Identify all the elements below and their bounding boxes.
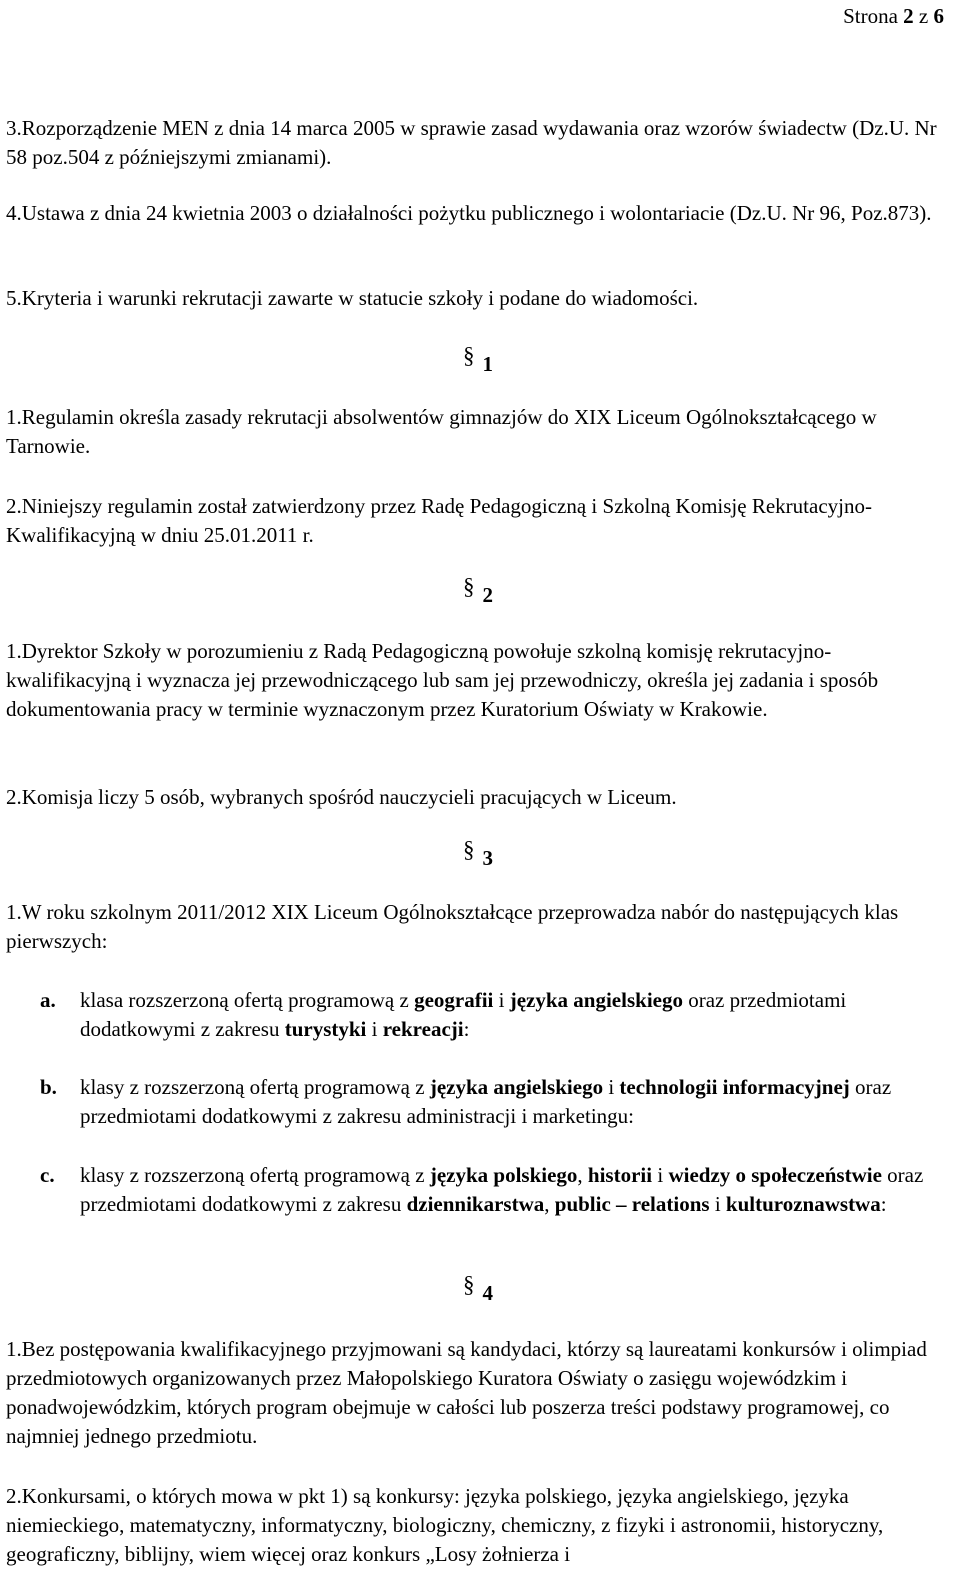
- intro-item-3: 3.Rozporządzenie MEN z dnia 14 marca 2005 w sprawie zasad wydawania oraz wzorów świadectw (Dz.U. Nr 58 poz.504 z późniejszymi zmianami).: [6, 116, 937, 169]
- section-heading-4: § 4: [463, 1272, 493, 1305]
- class-option-b: [40, 1073, 952, 1131]
- class-option-c: [40, 1161, 952, 1219]
- s1-paragraph-2: 2.Niniejszy regulamin został zatwierdzony przez Radę Pedagogiczną i Szkolną Komisję Rekrutacyjno-Kwalifikacyjną w dniu 25.01.2011 r.: [6, 494, 872, 547]
- list-letter: c.: [40, 1163, 55, 1187]
- s2-paragraph-1: 1.Dyrektor Szkoły w porozumieniu z Radą Pedagogiczną powołuje szkolną komisję rekrutacyjno-kwalifikacyjną i wyznacza jej przewodniczącego lub sam jej przewodniczy, określa jej zadania i sposób dokumentowania pracy w terminie wyznaczonym przez Kuratorium Oświaty w Krakowie.: [6, 639, 879, 721]
- list-letter: a.: [40, 988, 56, 1012]
- s4-paragraph-2: 2.Konkursami, o których mowa w pkt 1) są konkursy: języka polskiego, języka angielskiego, języka niemieckiego, matematyczny, informatyczny, biologiczny, chemiczny, z fizyki i astronomii, historyczny, geograficzny, biblijny, wiem więcej oraz konkurs „Losy żołnierza i: [6, 1484, 884, 1566]
- class-option-a: [40, 986, 952, 1044]
- list-letter: b.: [40, 1075, 57, 1099]
- s2-paragraph-2: 2.Komisja liczy 5 osób, wybranych spośród nauczycieli pracujących w Liceum.: [6, 785, 677, 809]
- section-heading-1: § 1: [463, 343, 493, 376]
- intro-item-4: 4.Ustawa z dnia 24 kwietnia 2003 o działalności pożytku publicznego i wolontariacie (Dz.U. Nr 96, Poz.873).: [6, 201, 932, 225]
- list-text: klasa rozszerzoną ofertą programową z geografii i języka angielskiego oraz przedmiotami dodatkowymi z zakresu turystyki i rekreacji:: [80, 988, 847, 1041]
- section-heading-2: § 2: [463, 574, 493, 607]
- list-text: klasy z rozszerzoną ofertą programową z języka polskiego, historii i wiedzy o społeczeństwie oraz przedmiotami dodatkowymi z zakresu dziennikarstwa, public – relations i kulturoznawstwa:: [80, 1163, 924, 1216]
- list-text: klasy z rozszerzoną ofertą programową z języka angielskiego i technologii informacyjnej oraz przedmiotami dodatkowymi z zakresu administracji i marketingu:: [80, 1075, 892, 1128]
- section-heading-3: § 3: [463, 837, 493, 870]
- intro-item-5: 5.Kryteria i warunki rekrutacji zawarte w statucie szkoły i podane do wiadomości.: [6, 286, 699, 310]
- s1-paragraph-1: 1.Regulamin określa zasady rekrutacji absolwentów gimnazjów do XIX Liceum Ogólnokształcącego w Tarnowie.: [6, 405, 877, 458]
- s3-paragraph-1: 1.W roku szkolnym 2011/2012 XIX Liceum Ogólnokształcące przeprowadza nabór do następujących klas pierwszych:: [6, 900, 899, 953]
- page-number: Strona 2 z 6: [843, 4, 944, 28]
- s4-paragraph-1: 1.Bez postępowania kwalifikacyjnego przyjmowani są kandydaci, którzy są laureatami konkursów i olimpiad przedmiotowych organizowanych przez Małopolskiego Kuratora Oświaty o zasięgu wojewódzkim i ponadwojewódzkim, których program obejmuje w całości lub poszerza treści podstawy programowej, co najmniej jednego przedmiotu.: [6, 1337, 927, 1448]
